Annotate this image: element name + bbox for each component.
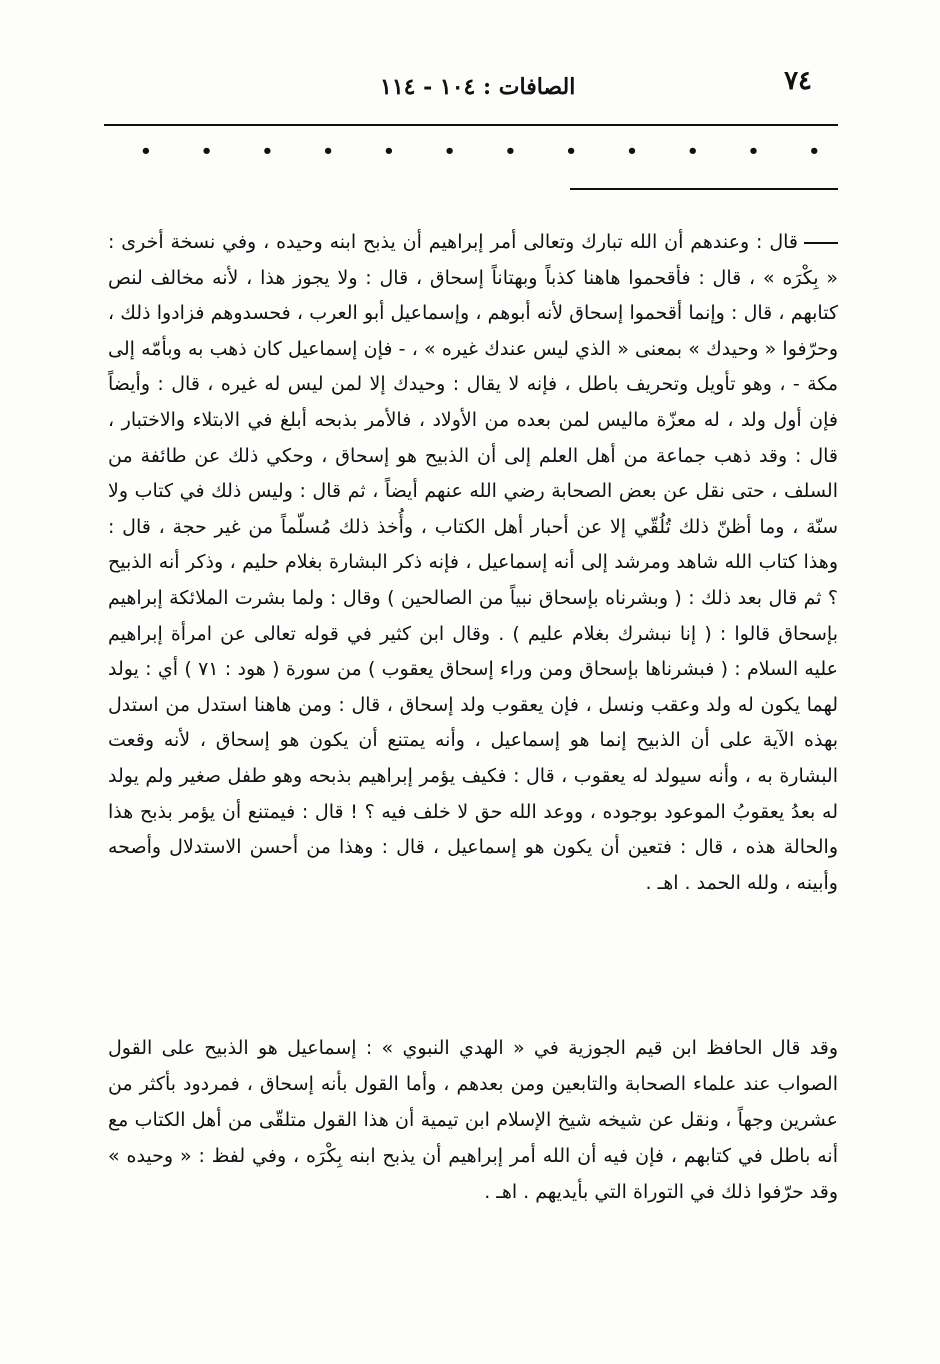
dot: •: [200, 141, 213, 162]
running-head: الصافات : ١٠٤ - ١١٤: [380, 74, 576, 100]
dot: •: [443, 141, 456, 162]
dot: •: [747, 141, 760, 162]
page-number: ٧٤: [784, 66, 812, 96]
dot: •: [261, 141, 274, 162]
dot: •: [140, 141, 152, 162]
footnote-text: قال : وعندهم أن الله تبارك وتعالى أمر إبراهيم أن يذبح ابنه وحيده ، وفي نسخة أخرى : « بِكْرَه » ، قال : فأقحموا هاهنا كذباً وبهتاناً إسحاق ، قال : ولا يجوز هذا ، لأنه مخالف لنص كتابهم ، قال : وإنما أقحموا إسحاق لأنه أبوهم ، وإسماعيل أبو العرب ، فحسدوهم فزادوا ذلك ، وحرّفوا « وحيدك » بمعنى « الذي ليس عندك غيره » ، - فإن إسماعيل كان ذهب به وبأمّه إلى مكة - ، وهو تأويل وتحريف باطل ، فإنه لا يقال : وحيدك إلا لمن ليس له غيره ، قال : وأيضاً فإن أول ولد ، له معزّة ماليس لمن بعده من الأولاد ، فالأمر بذبحه أبلغ في الابتلاء والاختبار ، قال : وقد ذهب جماعة من أهل العلم إلى أن الذبيح هو إسحاق ، وحكي ذلك عن طائفة من السلف ، حتى نقل عن بعض الصحابة رضي الله عنهم أيضاً ، ثم قال : وليس ذلك في كتاب ولا سنّة ، وما أظنّ ذلك تُلُقّي إلا عن أحبار أهل الكتاب ، وأُخذ ذلك مُسلّماً من غير حجة ، قال : وهذا كتاب الله شاهد ومرشد إلى أنه إسماعيل ، فإنه ذكر البشارة بغلام حليم ، وذكر أنه الذبيح ؟ ثم قال بعد ذلك : ( وبشرناه بإسحاق نبياً من الصالحين ) وقال : ولما بشرت الملائكة إبراهيم بإسحاق قالوا : ( إنا نبشرك بغلام عليم ) . وقال ابن كثير في قوله تعالى عن امرأة إبراهيم عليه السلام : ( فبشرناها بإسحاق ومن وراء إسحاق يعقوب ) من سورة ( هود : ٧١ ) أي : يولد لهما يكون له ولد وعقب ونسل ، فإن يعقوب ولد إسحاق ، قال : ومن هاهنا استدل من استدل بهذه الآية على أن الذبيح إنما هو إسماعيل ، وأنه يمتنع أن يكون هو إسحاق ، لأنه وقعت البشارة به ، وأنه سيولد له يعقوب ، قال : فكيف يؤمر إبراهيم بذبحه وهو طفل صغير ولم يولد له بعدُ يعقوبُ الموعود بوجوده ، ووعد الله حق لا خلف فيه ؟ ! قال : فيمتنع أن يؤمر بذبح هذا والحالة هذه ، قال : فتعين أن يكون هو إسماعيل ، قال : وهذا من أحسن الاستدلال وأصحه وأبينه ، ولله الحمد . اهـ .: [108, 231, 838, 894]
dot: •: [808, 141, 820, 162]
dot: •: [322, 141, 334, 162]
dot: •: [686, 141, 699, 162]
dot-divider: [140, 140, 820, 164]
dot: •: [626, 141, 638, 162]
dot: •: [504, 141, 517, 162]
footnote-rule: [570, 188, 838, 190]
header-rule: [104, 124, 838, 126]
body-paragraph: وقد قال الحافظ ابن قيم الجوزية في « الهدي النبوي » : إسماعيل هو الذبيح على القول الصواب عند علماء الصحابة والتابعين ومن بعدهم ، وأما القول بأنه إسحاق ، فمردود بأكثر من عشرين وجهاً ، ونقل عن شيخه شيخ الإسلام ابن تيمية أن هذا القول متلقّى من أهل الكتاب مع أنه باطل في كتابهم ، فإن فيه أن الله أمر إبراهيم أن يذبح ابنه بِكْرَه ، وفي لفظ : « وحيده » وقد حرّفوا ذلك في التوراة التي بأيديهم . اهـ .: [108, 1037, 838, 1203]
page-header: [0, 66, 940, 116]
footnote-paragraph: [108, 225, 838, 901]
dot: •: [383, 141, 395, 162]
dot: •: [565, 141, 577, 162]
lead-dash: [804, 242, 838, 244]
